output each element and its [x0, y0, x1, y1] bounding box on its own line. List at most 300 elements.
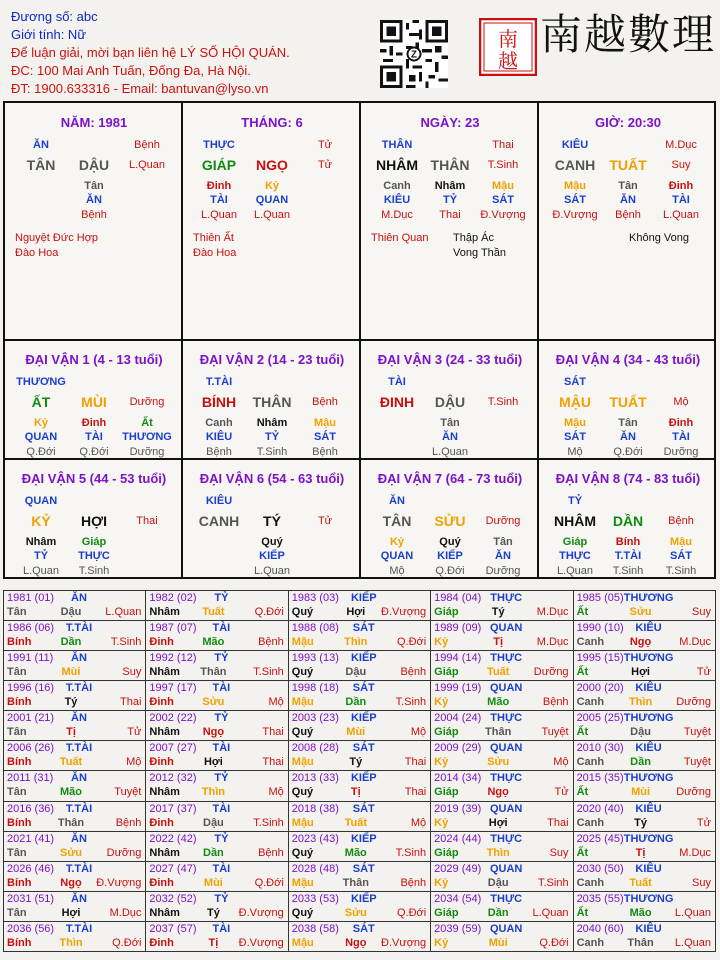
year-cell	[4, 831, 146, 861]
year-truong-sinh: Thai	[119, 696, 142, 709]
year-stem: Canh	[576, 876, 605, 889]
year-stem: Tân	[7, 906, 27, 919]
year-thap-than: TÀI	[212, 802, 231, 815]
pillar-truong-sinh-chi: T.Sinh	[487, 159, 519, 171]
shen-sha-star: Thiên Ất	[193, 232, 234, 244]
year-branch: Thìn	[628, 696, 653, 709]
year-truong-sinh: Thai	[262, 726, 284, 739]
year-label: 2003 (23)	[291, 712, 339, 725]
year-branch: Dậu	[203, 816, 224, 829]
hidden-thap-than: ĂN	[620, 194, 636, 206]
shen-sha-star: Vong Thần	[453, 247, 507, 259]
year-stem: Đinh	[149, 876, 174, 889]
year-thap-than: THƯƠNG	[623, 592, 674, 604]
year-truong-sinh: Dưỡng	[676, 696, 711, 709]
year-stem: Ất	[576, 726, 589, 739]
hidden-truong-sinh: L.Quan	[253, 209, 291, 221]
year-label: 1990 (10)	[576, 622, 624, 635]
year-cell	[146, 801, 288, 831]
pillar-thap-than: KIÊU	[561, 139, 589, 151]
year-label: 2027 (47)	[149, 862, 197, 875]
year-truong-sinh: Mộ	[268, 786, 284, 799]
year-stem: Tân	[7, 726, 27, 739]
year-thap-than: T.TÀI	[65, 862, 93, 875]
hidden-stem: Quý	[439, 536, 461, 548]
year-truong-sinh: L.Quan	[674, 906, 711, 919]
year-truong-sinh: M.Dục	[536, 636, 569, 649]
year-stem: Giáp	[434, 786, 459, 799]
pillar-thap-than: THỰC	[203, 139, 235, 151]
year-thap-than: ĂN	[71, 772, 87, 785]
year-branch: Thìn	[201, 786, 225, 799]
pillar-stem: GIÁP	[201, 157, 237, 173]
year-truong-sinh: Suy	[692, 876, 711, 889]
year-branch: Tý	[491, 606, 505, 618]
year-cell	[573, 891, 715, 921]
hidden-thap-than: TỶ	[33, 550, 49, 562]
year-stem: Bính	[7, 636, 32, 649]
hidden-truong-sinh: L.Quan	[556, 565, 594, 577]
dai-van-branch: DẦN	[612, 513, 644, 529]
year-label: 2022 (42)	[149, 832, 197, 845]
svg-text:越: 越	[498, 49, 518, 73]
hidden-truong-sinh: T.Sinh	[612, 565, 644, 577]
year-thap-than: KIÊU	[635, 802, 662, 815]
year-label: 2038 (58)	[291, 922, 339, 935]
dai-van-truong-sinh: Dưỡng	[485, 515, 521, 527]
hidden-stem: Đinh	[668, 417, 694, 429]
year-truong-sinh: Bệnh	[400, 666, 427, 679]
year-label: 2018 (38)	[291, 802, 339, 815]
hidden-truong-sinh: L.Quan	[662, 209, 700, 221]
address-line: ĐC: 100 Mai Anh Tuấn, Đống Đa, Hà Nội.	[11, 63, 251, 78]
year-truong-sinh: T.Sinh	[395, 846, 427, 859]
year-thap-than: T.TÀI	[65, 802, 93, 815]
year-label: 2039 (59)	[434, 922, 482, 935]
year-thap-than: THỰC	[490, 772, 523, 785]
year-branch: Tý	[206, 906, 220, 919]
year-cell	[4, 591, 146, 621]
hidden-stem: Mậu	[670, 536, 692, 548]
year-thap-than: T.TÀI	[65, 742, 93, 755]
hidden-truong-sinh: Dưỡng	[485, 565, 521, 577]
year-label: 2034 (54)	[434, 892, 482, 905]
red-seal-logo	[479, 18, 537, 76]
year-thap-than: T.TÀI	[65, 922, 93, 935]
year-thap-than: THỰC	[490, 832, 523, 845]
year-label: 1997 (17)	[149, 682, 197, 695]
dai-van-branch: HỢI	[81, 513, 107, 529]
year-label: 2037 (57)	[149, 922, 197, 935]
shen-sha-star: Nguyệt Đức Hợp	[15, 232, 99, 244]
year-thap-than: TỶ	[214, 892, 229, 905]
year-label: 1987 (07)	[149, 622, 197, 635]
year-label: 1983 (03)	[291, 592, 339, 604]
hidden-truong-sinh: Dưỡng	[663, 446, 699, 458]
year-truong-sinh: Tử	[696, 816, 711, 829]
year-cell	[4, 801, 146, 831]
year-stem: Quý	[291, 666, 314, 679]
hidden-truong-sinh: L.Quan	[22, 565, 60, 577]
dai-van-branch: SỬU	[434, 513, 466, 529]
year-label: 2024 (44)	[434, 832, 482, 845]
year-stem: Tân	[7, 606, 27, 618]
year-row	[4, 711, 716, 741]
year-branch: Hợi	[488, 816, 508, 829]
year-branch: Ngọ	[60, 876, 82, 889]
hidden-truong-sinh: T.Sinh	[665, 565, 697, 577]
year-thap-than: SÁT	[352, 922, 375, 935]
year-truong-sinh: T.Sinh	[537, 876, 569, 889]
pillar-truong-sinh-chi: Suy	[671, 159, 691, 171]
year-truong-sinh: Dưỡng	[676, 786, 711, 799]
year-truong-sinh: M.Dục	[536, 606, 569, 618]
dai-van-truong-sinh: Tử	[317, 515, 333, 527]
year-cell	[4, 921, 146, 951]
year-cell	[288, 711, 430, 741]
year-stem: Quý	[291, 726, 314, 739]
year-branch: Thân	[627, 936, 654, 949]
pillar-thap-than: THÂN	[381, 139, 413, 151]
year-thap-than: TÀI	[212, 682, 231, 695]
year-thap-than: TỶ	[214, 832, 229, 845]
year-label: 2017 (37)	[149, 802, 197, 815]
hidden-truong-sinh: Bệnh	[312, 446, 338, 458]
hidden-stem: Đinh	[206, 180, 232, 192]
dai-van-branch: THÂN	[252, 394, 292, 410]
dai-van-branch: DẬU	[434, 394, 466, 410]
year-label: 2033 (53)	[291, 892, 339, 905]
brand-calligraphy: 南越數理	[540, 10, 717, 59]
year-row	[4, 621, 716, 651]
hidden-stem: Canh	[205, 417, 233, 429]
year-truong-sinh: Đ.Vượng	[96, 876, 142, 889]
year-stem: Ất	[576, 906, 589, 919]
year-label: 2025 (45)	[576, 832, 624, 845]
dai-van-title: ĐẠI VẬN 4 (34 - 43 tuổi)	[555, 352, 701, 367]
year-label: 2002 (22)	[149, 712, 197, 725]
dai-van-title: ĐẠI VẬN 5 (44 - 53 tuổi)	[21, 471, 167, 486]
year-label: 1989 (09)	[434, 622, 482, 635]
year-truong-sinh: Q.Đới	[112, 936, 142, 949]
year-cell	[4, 861, 146, 891]
year-stem: Bính	[7, 696, 32, 709]
hidden-stem: Tân	[618, 417, 638, 429]
year-truong-sinh: M.Dục	[679, 846, 711, 859]
dai-van-stem: ĐINH	[379, 394, 415, 410]
year-truong-sinh: T.Sinh	[110, 636, 142, 649]
year-label: 1999 (19)	[434, 682, 482, 695]
year-branch: Mùi	[631, 786, 651, 799]
hidden-truong-sinh: M.Dục	[381, 209, 413, 221]
dai-van-truong-sinh: T.Sinh	[487, 396, 519, 408]
year-cell	[4, 771, 146, 801]
hidden-truong-sinh: T.Sinh	[256, 446, 288, 458]
year-branch: Tị	[66, 726, 76, 739]
year-stem: Mậu	[291, 876, 314, 889]
dai-van-thap-than: KIÊU	[205, 495, 233, 507]
year-truong-sinh: Đ.Vượng	[381, 606, 427, 618]
year-label: 2036 (56)	[7, 922, 55, 935]
year-cell	[146, 621, 288, 651]
year-truong-sinh: Mộ	[126, 756, 142, 769]
year-truong-sinh: Suy	[122, 666, 142, 679]
hidden-thap-than: KIẾP	[437, 550, 463, 562]
year-label: 1998 (18)	[291, 682, 339, 695]
year-thap-than: KIÊU	[635, 682, 662, 695]
year-truong-sinh: Bệnh	[115, 816, 142, 829]
dai-van-thap-than: T.TÀI	[205, 376, 233, 388]
year-stem: Mậu	[291, 936, 314, 949]
year-branch: Tuất	[59, 756, 83, 769]
year-label: 1992 (12)	[149, 652, 197, 665]
year-truong-sinh: Suy	[692, 606, 711, 618]
year-thap-than: ĂN	[71, 592, 87, 604]
year-stem: Kỷ	[434, 816, 449, 829]
year-cell	[146, 741, 288, 771]
year-cell	[431, 921, 573, 951]
year-thap-than: THỰC	[490, 652, 523, 665]
dai-van-branch: MÙI	[81, 394, 107, 410]
dai-van-title: ĐẠI VẬN 7 (64 - 73 tuổi)	[377, 471, 523, 486]
year-cell	[146, 711, 288, 741]
year-label: 2016 (36)	[7, 802, 55, 815]
dai-van-stem: BÍNH	[201, 394, 237, 410]
year-label: 2030 (50)	[576, 862, 624, 875]
year-branch: Tuất	[202, 606, 225, 618]
year-branch: Dậu	[60, 606, 82, 618]
year-truong-sinh: Thai	[262, 756, 284, 769]
year-thap-than: SÁT	[352, 862, 375, 875]
divider	[359, 103, 361, 577]
year-label: 2001 (21)	[7, 712, 55, 725]
dai-van-thap-than: TÀI	[388, 376, 406, 388]
year-stem: Nhâm	[149, 786, 180, 799]
hidden-stem: Nhâm	[25, 536, 57, 548]
year-thap-than: KIẾP	[350, 652, 377, 665]
year-thap-than: KIÊU	[635, 622, 662, 635]
year-label: 1994 (14)	[434, 652, 482, 665]
year-thap-than: TỶ	[214, 772, 229, 785]
year-label: 2005 (25)	[576, 712, 624, 725]
year-truong-sinh: Q.Đới	[396, 906, 427, 919]
year-row	[4, 741, 716, 771]
year-cell	[573, 621, 715, 651]
pillar-truong-sinh-can: M.Dục	[665, 139, 697, 151]
hidden-truong-sinh: Mộ	[389, 565, 405, 577]
year-thap-than: KIẾP	[350, 772, 377, 785]
year-branch: Tý	[349, 756, 363, 769]
pillar-branch: DẬU	[78, 157, 110, 173]
pillar-truong-sinh-chi: Tử	[317, 159, 333, 171]
year-label: 2011 (31)	[7, 772, 54, 785]
year-label: 1982 (02)	[149, 592, 197, 604]
year-truong-sinh: L.Quan	[532, 906, 569, 919]
year-thap-than: THƯƠNG	[623, 892, 674, 905]
year-label: 2021 (41)	[7, 832, 55, 845]
year-cell	[573, 801, 715, 831]
shen-sha-star: Thập Ác	[453, 232, 494, 244]
dai-van-stem: ẤT	[31, 394, 51, 410]
year-branch: Thân	[57, 816, 85, 829]
year-stem: Đinh	[149, 936, 174, 949]
dai-van-thap-than: THƯƠNG	[16, 376, 66, 388]
year-stem: Quý	[291, 786, 314, 799]
pillar-title: THÁNG: 6	[241, 115, 303, 130]
hidden-stem: Kỷ	[389, 536, 405, 548]
hidden-stem: Canh	[383, 180, 411, 192]
year-cell	[573, 771, 715, 801]
year-row	[4, 831, 716, 861]
year-label: 2013 (33)	[291, 772, 339, 785]
year-truong-sinh: Tử	[127, 726, 142, 739]
year-label: 1984 (04)	[434, 592, 482, 604]
hidden-stem: Đinh	[81, 417, 107, 429]
year-stem: Nhâm	[149, 906, 180, 919]
year-cell	[4, 711, 146, 741]
year-stem: Ất	[576, 786, 589, 799]
year-stem: Kỷ	[434, 636, 449, 649]
year-branch: Hợi	[631, 666, 650, 679]
year-cell	[288, 651, 430, 681]
year-branch: Sửu	[344, 906, 367, 919]
year-thap-than: THƯƠNG	[623, 772, 674, 785]
year-stem: Kỷ	[434, 876, 449, 889]
contact-line: Để luận giải, mời bạn liên hệ LÝ SỐ HỘI QUÁN.	[11, 45, 290, 60]
year-thap-than: KIẾP	[350, 832, 377, 845]
hidden-stem: Tân	[440, 417, 460, 429]
shen-sha-star: Không Vong	[629, 232, 689, 244]
hidden-stem: Tân	[84, 180, 104, 192]
year-thap-than: KIÊU	[635, 862, 662, 875]
dai-van-truong-sinh: Thai	[136, 515, 158, 527]
dai-van-title: ĐẠI VẬN 1 (4 - 13 tuổi)	[25, 352, 163, 367]
year-branch: Ngọ	[202, 726, 225, 739]
year-stem: Mậu	[291, 696, 314, 709]
year-branch: Sửu	[202, 696, 225, 709]
year-thap-than: QUAN	[489, 802, 523, 815]
hidden-thap-than: TÀI	[210, 194, 228, 206]
hidden-thap-than: SÁT	[492, 194, 514, 206]
hidden-truong-sinh: T.Sinh	[78, 565, 110, 577]
year-stem: Ất	[576, 666, 589, 679]
year-branch: Tuất	[629, 876, 652, 889]
hidden-thap-than: KIÊU	[383, 194, 411, 206]
year-truong-sinh: Tử	[696, 666, 711, 679]
year-branch: Thân	[342, 876, 369, 889]
year-cell	[146, 771, 288, 801]
year-thap-than: TÀI	[212, 622, 231, 635]
year-branch: Tị	[493, 636, 504, 649]
year-thap-than: ĂN	[71, 652, 87, 665]
year-stem: Nhâm	[149, 846, 180, 859]
year-cell	[573, 831, 715, 861]
year-label: 1996 (16)	[7, 682, 55, 695]
hidden-stem: Bính	[615, 536, 641, 548]
divider	[537, 103, 539, 577]
year-stem: Quý	[291, 906, 314, 919]
year-stem: Kỷ	[434, 696, 449, 709]
hidden-stem: Mậu	[492, 180, 514, 192]
dai-van-branch: TÝ	[263, 513, 281, 529]
year-label: 2032 (52)	[149, 892, 197, 905]
bazi-chart	[3, 101, 716, 579]
year-branch: Dần	[345, 696, 367, 709]
year-stem: Đinh	[149, 816, 174, 829]
year-cell	[431, 651, 573, 681]
year-thap-than: KIÊU	[635, 922, 662, 935]
pillar-stem: NHÂM	[376, 157, 418, 173]
year-stem: Mậu	[291, 756, 314, 769]
year-thap-than: TỶ	[214, 652, 229, 665]
year-truong-sinh: Đ.Vượng	[238, 906, 284, 919]
year-truong-sinh: Q.Đới	[539, 936, 569, 949]
year-truong-sinh: Suy	[549, 846, 569, 859]
year-branch: Tị	[350, 786, 361, 799]
pillar-thap-than: ĂN	[33, 139, 49, 151]
year-label: 1981 (01)	[7, 592, 55, 604]
hidden-truong-sinh: Mộ	[567, 446, 583, 458]
hidden-stem: Tân	[618, 180, 638, 192]
year-branch: Tý	[634, 816, 647, 829]
year-branch: Hợi	[203, 756, 223, 769]
year-branch: Tị	[208, 936, 219, 949]
year-stem: Bính	[7, 756, 32, 769]
year-thap-than: TÀI	[212, 862, 231, 875]
year-cell	[431, 711, 573, 741]
hidden-thap-than: T.TÀI	[614, 550, 642, 562]
year-branch: Dần	[203, 846, 224, 859]
year-label: 2010 (30)	[576, 742, 624, 755]
year-truong-sinh: Bệnh	[258, 846, 284, 859]
year-stem: Kỷ	[434, 936, 449, 949]
year-stem: Đinh	[149, 636, 174, 649]
year-cell	[431, 681, 573, 711]
hidden-truong-sinh: Dưỡng	[129, 446, 165, 458]
year-row	[4, 771, 716, 801]
year-branch: Dần	[60, 636, 82, 649]
year-stem: Ất	[576, 846, 589, 859]
year-cell	[573, 861, 715, 891]
header-info	[11, 8, 290, 98]
year-label: 1986 (06)	[7, 622, 55, 635]
year-label: 2004 (24)	[434, 712, 482, 725]
year-stem: Canh	[576, 816, 605, 829]
pillar-branch: THÂN	[430, 157, 470, 173]
year-cell	[431, 861, 573, 891]
hidden-thap-than: ĂN	[620, 431, 636, 443]
qr-code-icon	[380, 20, 448, 88]
year-stem: Nhâm	[149, 726, 180, 739]
year-thap-than: THỰC	[490, 892, 523, 905]
year-truong-sinh: Tuyệt	[683, 726, 711, 739]
dai-van-stem: NHÂM	[554, 513, 596, 529]
year-cell	[288, 861, 430, 891]
year-label: 2020 (40)	[576, 802, 624, 815]
year-branch: Mão	[202, 636, 225, 649]
pillar-truong-sinh-can: Tử	[317, 139, 333, 151]
hidden-stem: Quý	[261, 536, 283, 548]
year-branch: Dần	[487, 906, 509, 919]
year-thap-than: KIẾP	[350, 712, 377, 725]
year-thap-than: TÀI	[212, 742, 231, 755]
shen-sha-star: Đào Hoa	[15, 247, 59, 259]
year-thap-than: QUAN	[489, 862, 523, 875]
dai-van-stem: TÂN	[382, 513, 412, 529]
year-cell	[431, 801, 573, 831]
year-stem: Canh	[576, 696, 605, 709]
pillar-truong-sinh-can: Thai	[492, 139, 514, 151]
